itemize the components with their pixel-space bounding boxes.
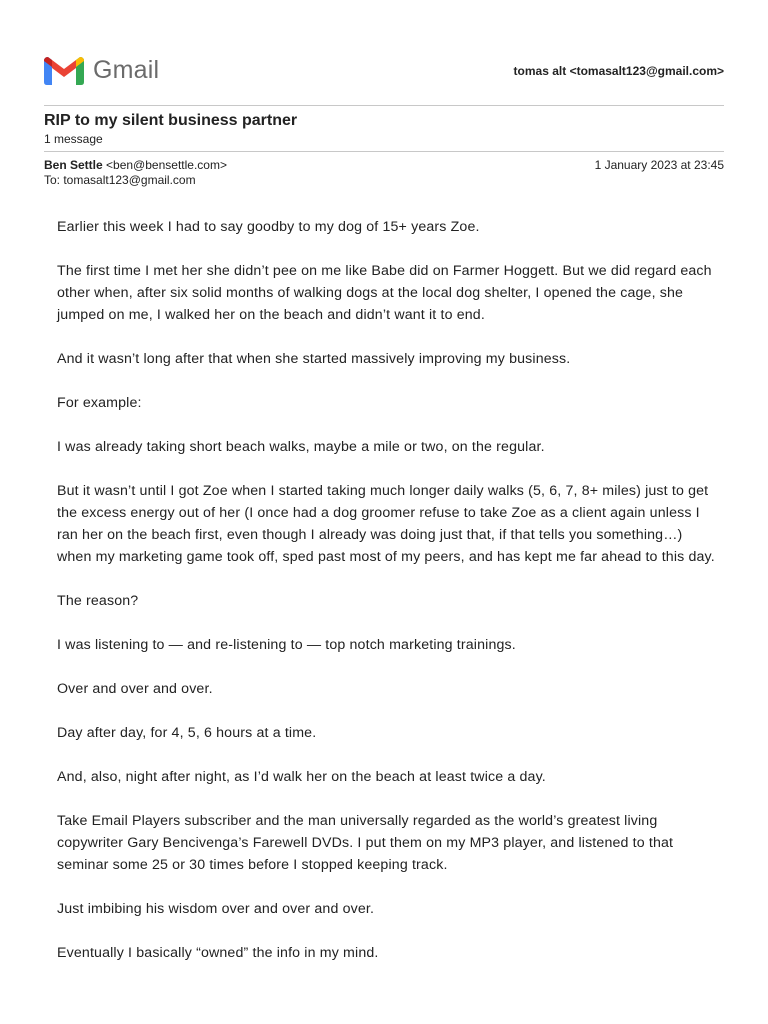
message-date: 1 January 2023 at 23:45	[594, 158, 724, 172]
body-paragraph: Just imbibing his wisdom over and over and over.	[57, 901, 375, 917]
recipient-line: To: tomasalt123@gmail.com	[44, 173, 196, 187]
body-paragraph: Earlier this week I had to say goodby to my dog of 15+ years Zoe.	[57, 219, 480, 235]
body-paragraph: The first time I met her she didn’t pee on me like Babe did on Farmer Hoggett. But we did regard each other when, after six solid months of walking dogs at the local dog shelter, I opened the cage, she jumped on me, I walked her on the beach and didn’t want it to end.	[57, 263, 712, 323]
body-paragraph: Over and over and over.	[57, 681, 213, 697]
body-paragraph: Day after day, for 4, 5, 6 hours at a time.	[57, 725, 317, 741]
gmail-logo-text: Gmail	[93, 56, 160, 84]
body-paragraph: And, also, night after night, as I’d walk her on the beach at least twice a day.	[57, 769, 546, 785]
sender-line	[44, 158, 227, 172]
sender-email: <ben@bensettle.com>	[106, 158, 227, 172]
email-subject: RIP to my silent business partner	[44, 112, 298, 129]
body-paragraph: I was already taking short beach walks, maybe a mile or two, on the regular.	[57, 439, 545, 455]
body-paragraph: And it wasn’t long after that when she started massively improving my business.	[57, 351, 571, 367]
subject-divider	[44, 151, 724, 152]
body-paragraph: For example:	[57, 395, 142, 411]
gmail-header	[44, 52, 724, 92]
body-paragraph: Eventually I basically “owned” the info in my mind.	[57, 945, 379, 961]
gmail-logo	[44, 56, 159, 85]
message-count: 1 message	[44, 132, 103, 146]
gmail-m-icon	[44, 57, 84, 85]
body-paragraph: But it wasn’t until I got Zoe when I started taking much longer daily walks (5, 6, 7, 8+ miles) just to get the excess energy out of her (I once had a dog groomer refuse to take Zoe as a client again unless I ran her on the beach first, even though I already was doing just that, if that tells you something…) when my marketing game took off, sped past most of my peers, and has kept me far ahead to this day.	[57, 483, 715, 565]
body-paragraph: Take Email Players subscriber and the man universally regarded as the world’s greatest living copywriter Gary Bencivenga’s Farewell DVDs. I put them on my MP3 player, and listened to that seminar some 25 or 30 times before I stopped keeping track.	[57, 813, 674, 873]
body-paragraph: The reason?	[57, 593, 139, 609]
header-divider	[44, 105, 724, 106]
body-paragraph: I was listening to — and re-listening to — top notch marketing trainings.	[57, 637, 516, 653]
account-label: tomas alt <tomasalt123@gmail.com>	[513, 64, 724, 78]
sender-name: Ben Settle	[44, 158, 103, 172]
message-body	[57, 216, 717, 986]
